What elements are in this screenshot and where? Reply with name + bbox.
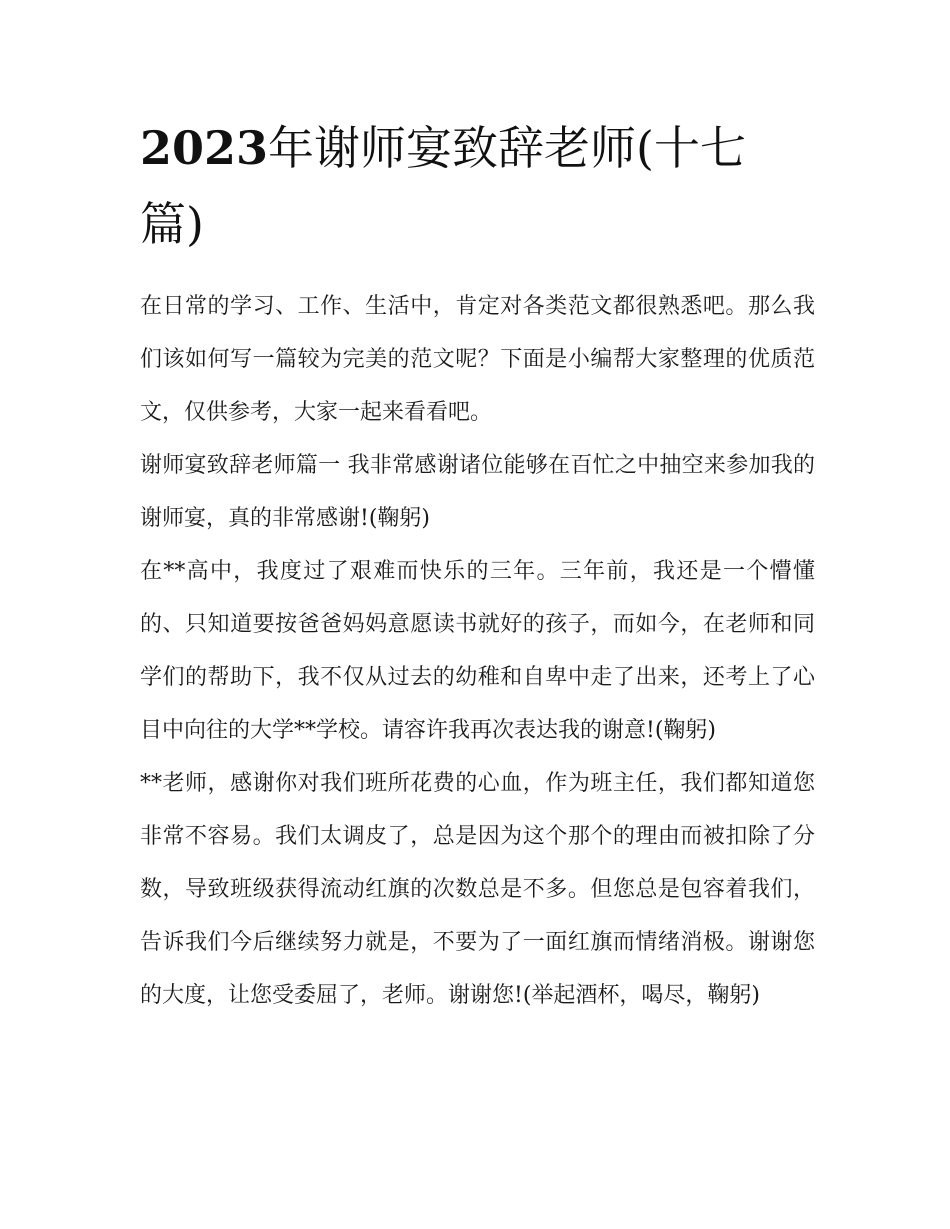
paragraph-intro: 在日常的学习、工作、生活中，肯定对各类范文都很熟悉吧。那么我们该如何写一篇较为完美的范文呢？下面是小编帮大家整理的优质范文，仅供参考，大家一起来看看吧。: [140, 294, 815, 425]
title-year: 2023: [140, 121, 269, 175]
document-content: [140, 110, 815, 1022]
document-title: [140, 110, 780, 262]
title-text: 年谢师宴致辞老师(十七篇): [140, 121, 746, 251]
paragraph-head-teacher: **老师，感谢你对我们班所花费的心血，作为班主任，我们都知道您非常不容易。我们太调皮了，总是因为这个那个的理由而被扣除了分数，导致班级获得流动红旗的次数总是不多。但您总是包容着我们，告诉我们今后继续努力就是，不要为了一面红旗而情绪消极。谢谢您的大度，让您受委屈了，老师。谢谢您!(举起酒杯，喝尽，鞠躬): [140, 771, 815, 1008]
paragraph-section-one: 谢师宴致辞老师篇一 我非常感谢诸位能够在百忙之中抽空来参加我的谢师宴，真的非常感谢!(鞠躬): [140, 453, 815, 531]
paragraph-high-school: 在**高中，我度过了艰难而快乐的三年。三年前，我还是一个懵懂的、只知道要按爸爸妈妈意愿读书就好的孩子，而如今，在老师和同学们的帮助下，我不仅从过去的幼稚和自卑中走了出来，还考上了心目中向往的大学**学校。请容许我再次表达我的谢意!(鞠躬): [140, 559, 815, 743]
